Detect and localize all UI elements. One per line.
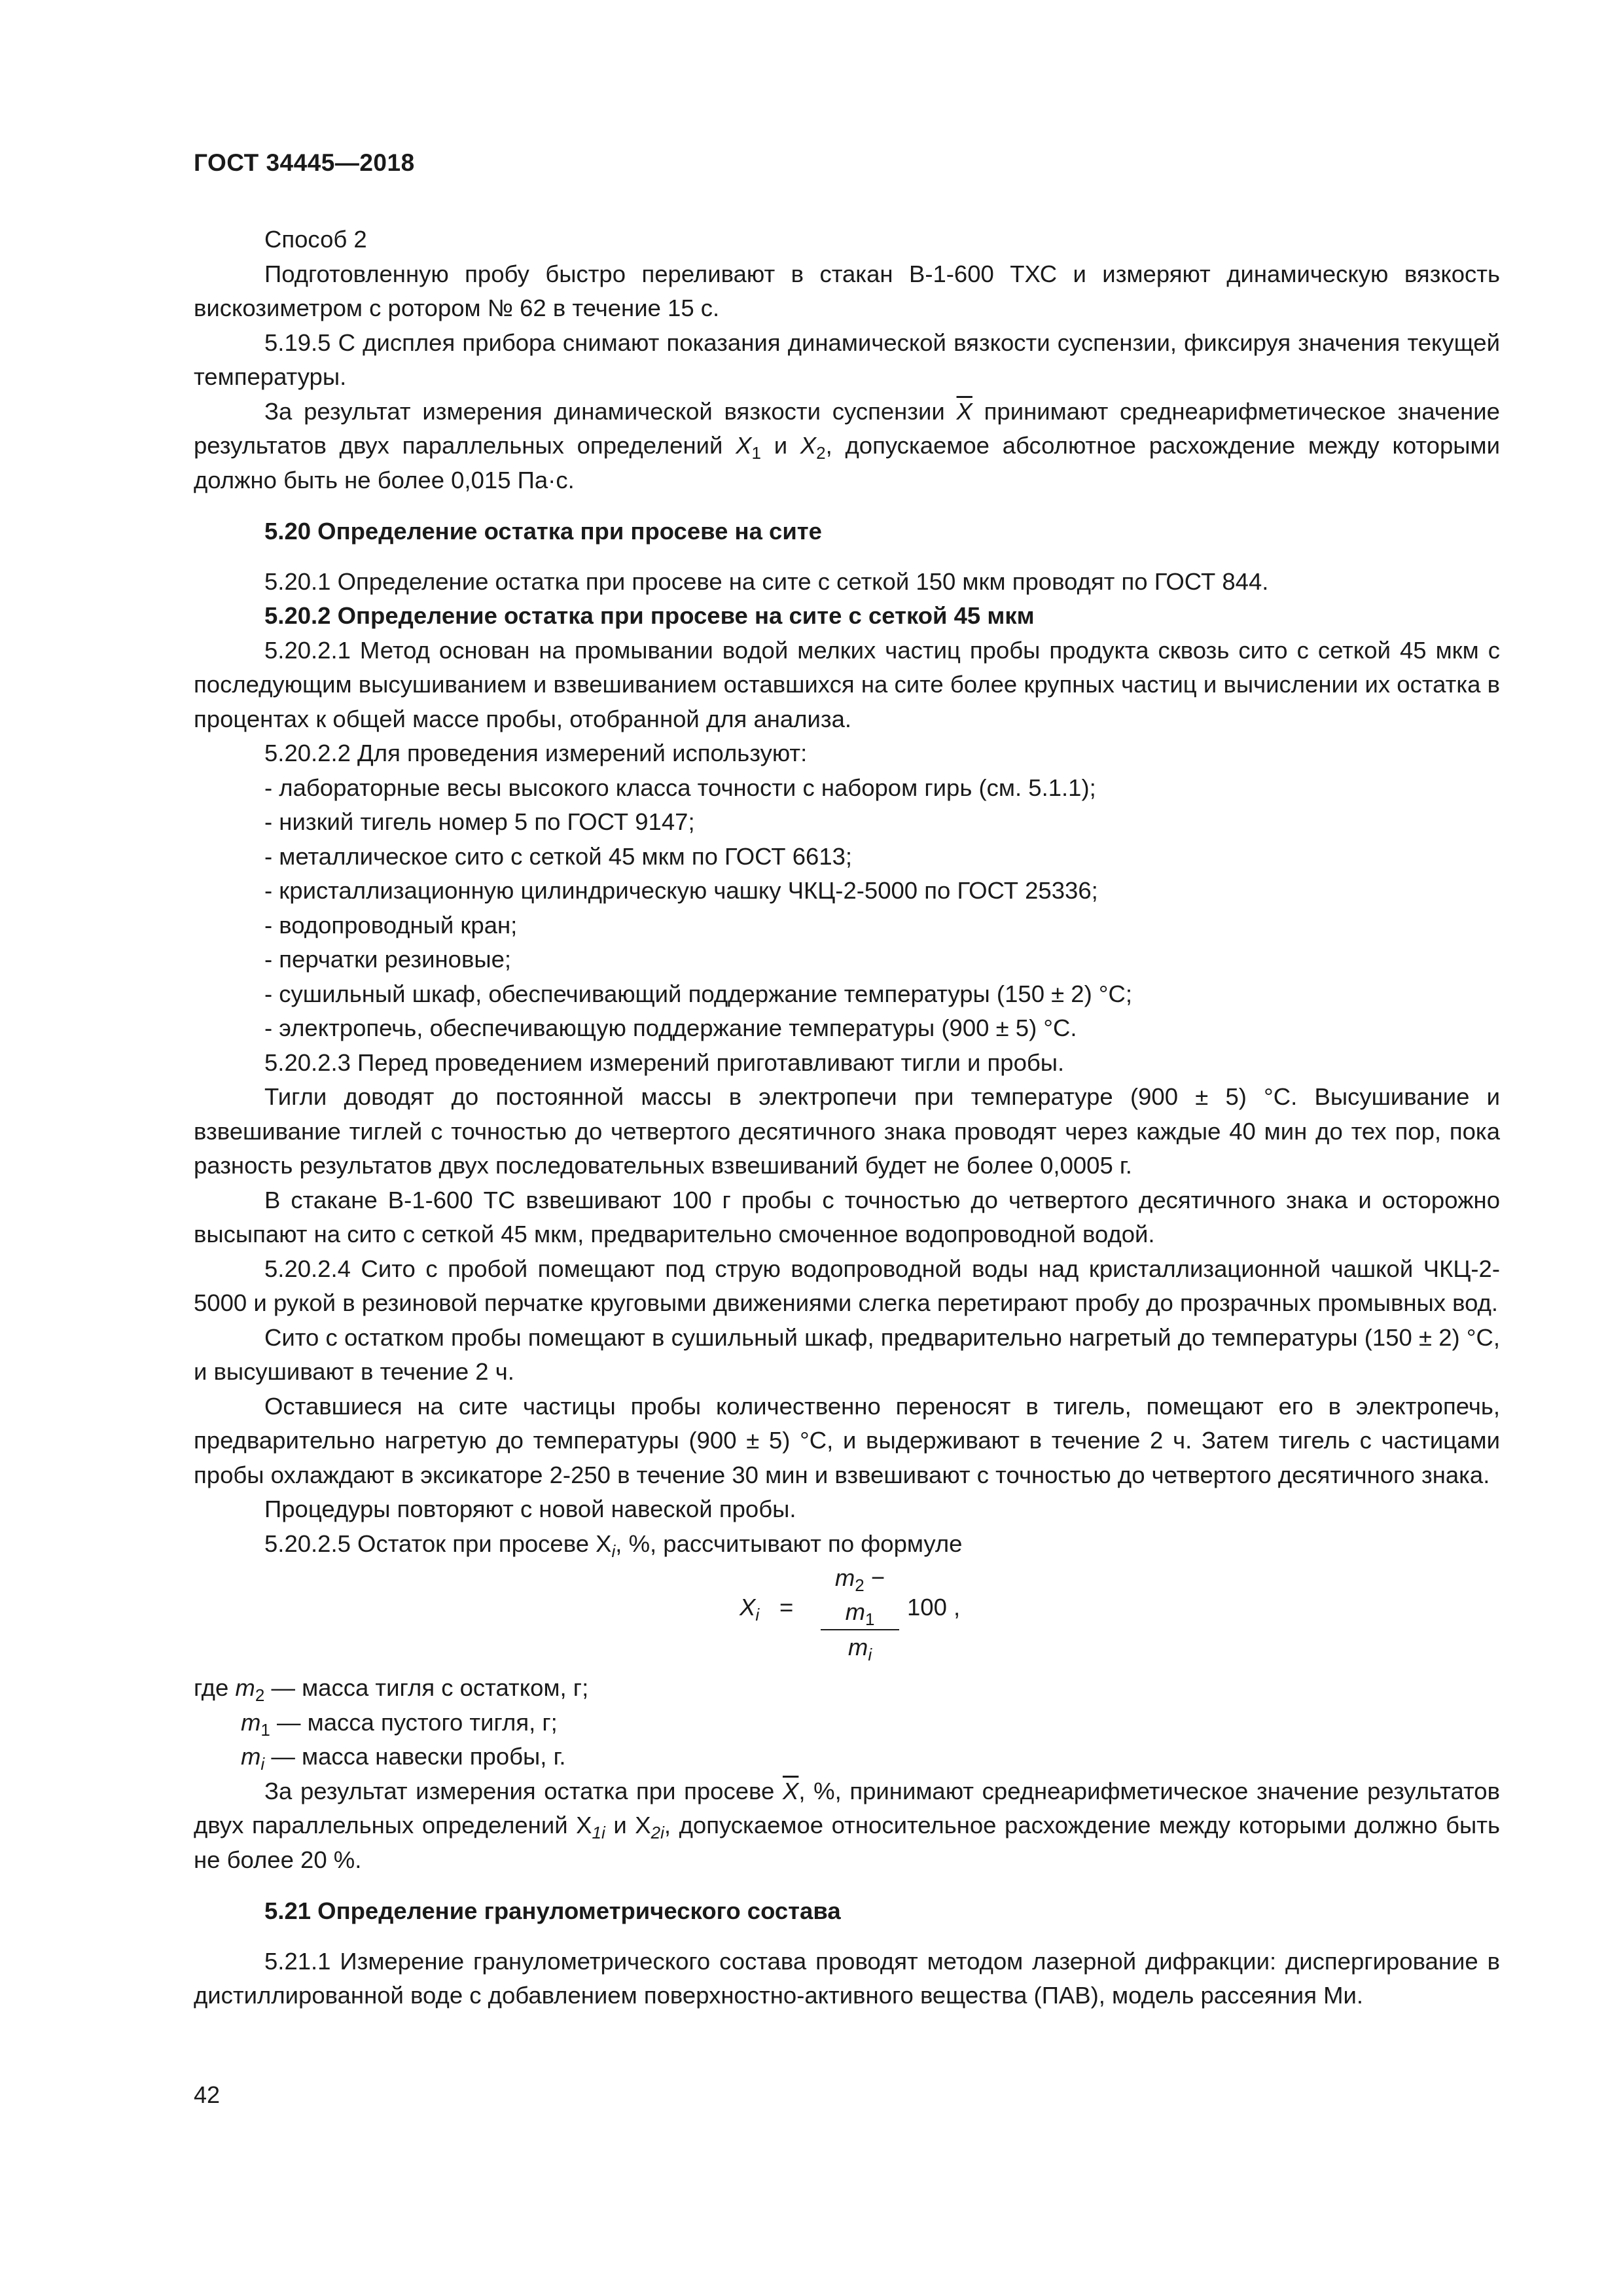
formula-lhs: $X_i$: [740, 1594, 760, 1624]
section-heading-5-20: 5.20 Определение остатка при просеве на сите: [264, 518, 822, 545]
formula-legend-line: $m_1$ — масса пустого тигля, г;: [241, 1708, 558, 1740]
list-item: - водопроводный кран;: [264, 911, 518, 939]
section-heading-5-21: 5.21 Определение гранулометрического состава: [264, 1897, 841, 1924]
formula-legend-line: $m_i$ — масса навески пробы, г.: [241, 1743, 566, 1774]
paragraph-residue-transfer: Оставшиеся на сите частицы пробы количественно переносят в тигель, помещают его в электропечь, предварительно нагретую до температуры (900 ± 5) °С, и выдерживают в течение 2 ч. Затем тигель с частицами пробы охлаждают в эксикаторе 2-250 в течение 30 мин и взвешивают с точностью до четвертого десятичного знака.: [194, 1392, 1500, 1488]
list-item: - лабораторные весы высокого класса точности с набором гирь (см. 5.1.1);: [264, 774, 1096, 801]
paragraph-sieve-drying: Сито с остатком пробы помещают в сушильный шкаф, предварительно нагретый до температуры (150 ± 2) °С, и высушивают в течение 2 ч.: [194, 1323, 1500, 1385]
formula-denominator: $m_i$: [821, 1629, 899, 1664]
list-item: - электропечь, обеспечивающую поддержание температуры (900 ± 5) °С.: [264, 1014, 1077, 1041]
paragraph-5-20-2-3: 5.20.2.3 Перед проведением измерений приготавливают тигли и пробы.: [264, 1049, 1065, 1076]
document-body: [194, 223, 1500, 2013]
paragraph-5-19-5: 5.19.5 С дисплея прибора снимают показания динамической вязкости суспензии, фиксируя значения текущей температуры.: [194, 329, 1500, 390]
paragraph-5-20-2-2: 5.20.2.2 Для проведения измерений используют:: [264, 740, 808, 766]
method-label: Способ 2: [264, 226, 367, 253]
list-item: - металлическое сито с сеткой 45 мкм по ГОСТ 6613;: [264, 842, 853, 870]
paragraph-5-20-2-1: 5.20.2.1 Метод основан на промывании водой мелких частиц пробы продукта сквозь сито с сеткой 45 мкм с последующим высушиванием и взвешиванием оставшихся на сите более крупных частиц и вычислении их остатка в процентах к общей массе пробы, отобранной для анализа.: [194, 636, 1500, 732]
paragraph-result-residue: За результат измерения остатка при просеве $\overline{X}$, %, принимают среднеарифметическое значение результатов двух параллельных определений $X_{1i}$ и $X_{2i}$, допускаемое относительное расхождение между которыми должно быть не более 20 %.: [194, 1777, 1501, 1873]
paragraph-repeat: Процедуры повторяют с новой навеской пробы.: [264, 1496, 796, 1522]
paragraph-crucibles: Тигли доводят до постоянной массы в электропечи при температуре (900 ± 5) °С. Высушивание и взвешивание тиглей с точностью до четвертого десятичного знака проводят через каждые 40 мин до тех пор, пока разность результатов двух последовательных взвешиваний будет не более 0,0005 г.: [194, 1083, 1500, 1179]
list-item: - сушильный шкаф, обеспечивающий поддержание температуры (150 ± 2) °С;: [264, 980, 1132, 1007]
formula-multiplier: 100 ,: [907, 1594, 961, 1621]
formula-legend-line: где $m_2$ — масса тигля с остатком, г;: [194, 1674, 589, 1705]
formula-numerator: $m_2 - m_1$: [834, 1564, 885, 1629]
paragraph-5-20-2-4: 5.20.2.4 Сито с пробой помещают под струю водопроводной воды над кристаллизационной чашкой ЧКЦ-2-5000 и рукой в резиновой перчатке круговыми движениями слегка перетирают пробу до прозрачных промывных вод.: [194, 1255, 1500, 1316]
paragraph-beaker: В стакане В-1-600 ТС взвешивают 100 г пробы с точностью до четвертого десятичного знака и осторожно высыпают на сито с сеткой 45 мкм, предварительно смоченное водопроводной водой.: [194, 1186, 1500, 1247]
page-number: 42: [194, 2081, 221, 2108]
formula-equals: =: [779, 1594, 794, 1621]
list-item: - кристаллизационную цилиндрическую чашку ЧКЦ-2-5000 по ГОСТ 25336;: [264, 877, 1098, 904]
list-item: - низкий тигель номер 5 по ГОСТ 9147;: [264, 808, 695, 835]
formula: [194, 1561, 1500, 1671]
paragraph-5-20-2-5: 5.20.2.5 Остаток при просеве $X_i$, %, рассчитывают по формуле: [264, 1530, 963, 1561]
paragraph: Подготовленную пробу быстро переливают в стакан В-1-600 ТХС и измеряют динамическую вязкость вискозиметром с ротором № 62 в течение 15 с.: [194, 260, 1500, 321]
paragraph-5-20-1: 5.20.1 Определение остатка при просеве на сите с сеткой 150 мкм проводят по ГОСТ 844.: [264, 567, 1269, 595]
list-item: - перчатки резиновые;: [264, 946, 512, 973]
formula-fraction: [821, 1561, 899, 1664]
document-header: ГОСТ 34445—2018: [194, 149, 415, 176]
paragraph-5-21-1: 5.21.1 Измерение гранулометрического состава проводят методом лазерной дифракции: диспергирование в дистиллированной воде с добавлением поверхностно-активного вещества (ПАВ), модель рассеяния Ми.: [194, 1947, 1500, 2009]
paragraph-result-viscosity: За результат измерения динамической вязкости суспензии $\overline{X}$ принимают среднеарифметическое значение результатов двух параллельных определений $X_1$ и $X_2$, допускаемое абсолютное расхождение между которыми должно быть не более 0,015 Па·с.: [194, 397, 1500, 493]
subsection-heading-5-20-2: 5.20.2 Определение остатка при просеве на сите с сеткой 45 мкм: [264, 602, 1035, 629]
